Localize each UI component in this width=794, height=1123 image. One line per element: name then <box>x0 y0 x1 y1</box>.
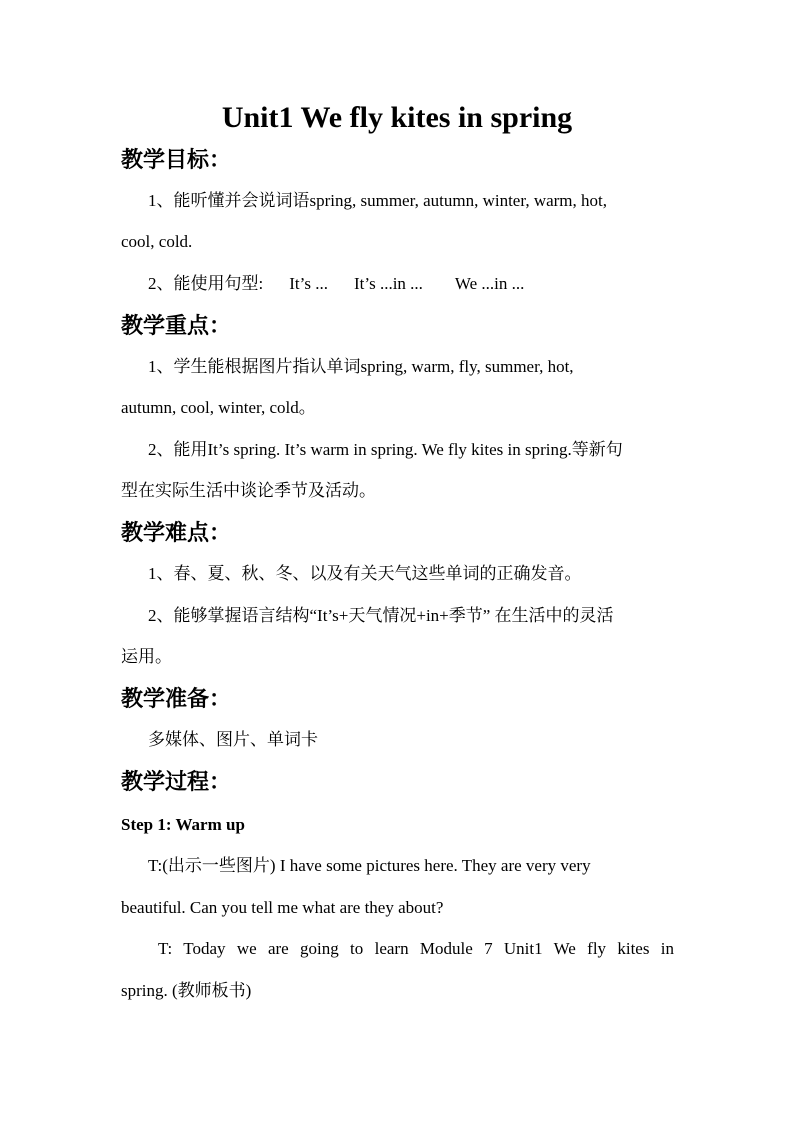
process-para2-line1: T: Today we are going to learn Module 7 Unit1 We fly kites in <box>158 939 674 958</box>
preparation-text: 多媒体、图片、单词卡 <box>148 730 318 749</box>
sentence-pattern-2: It’s ...in ... <box>353 274 423 293</box>
objectives-item2-prefix: 2、能使用句型: <box>148 274 264 293</box>
process-para1-line2: beautiful. Can you tell me what are they about? <box>121 898 444 917</box>
objectives-heading: 教学目标： <box>121 147 232 172</box>
preparation-heading: 教学准备： <box>121 686 232 711</box>
key-points-heading: 教学重点： <box>121 313 232 338</box>
process-para2-line2: spring. (教师板书) <box>121 981 252 1000</box>
objectives-item1-line2: cool, cold. <box>121 232 193 251</box>
key-points-item2-line1: 2、能用It’s spring. It’s warm in spring. We fly kites in spring.等新句 <box>148 440 623 459</box>
key-points-item1-line2: autumn, cool, winter, cold。 <box>121 398 316 417</box>
difficulties-item2-line1: 2、能够掌握语言结构“It’s+天气情况+in+季节” 在生活中的灵活 <box>148 606 614 625</box>
document-title: Unit1 We fly kites in spring <box>221 101 573 134</box>
key-points-item1-line1: 1、学生能根据图片指认单词spring, warm, fly, summer, hot, <box>148 357 574 376</box>
sentence-pattern-3: We ...in ... <box>454 274 525 293</box>
difficulties-heading: 教学难点： <box>121 520 232 545</box>
sentence-pattern-1: It’s ... <box>289 274 328 293</box>
objectives-item1-line1: 1、能听懂并会说词语spring, summer, autumn, winter, warm, hot, <box>148 191 608 210</box>
process-heading: 教学过程： <box>121 769 232 794</box>
key-points-item2-line2: 型在实际生活中谈论季节及活动。 <box>121 481 376 500</box>
objectives-item2 <box>148 272 524 296</box>
difficulties-item1: 1、春、夏、秋、冬、以及有关天气这些单词的正确发音。 <box>148 564 582 583</box>
step1-heading: Step 1: Warm up <box>121 815 245 834</box>
process-para1-line1: T:(出示一些图片) I have some pictures here. They are very very <box>148 856 591 875</box>
difficulties-item2-line2: 运用。 <box>121 647 172 666</box>
